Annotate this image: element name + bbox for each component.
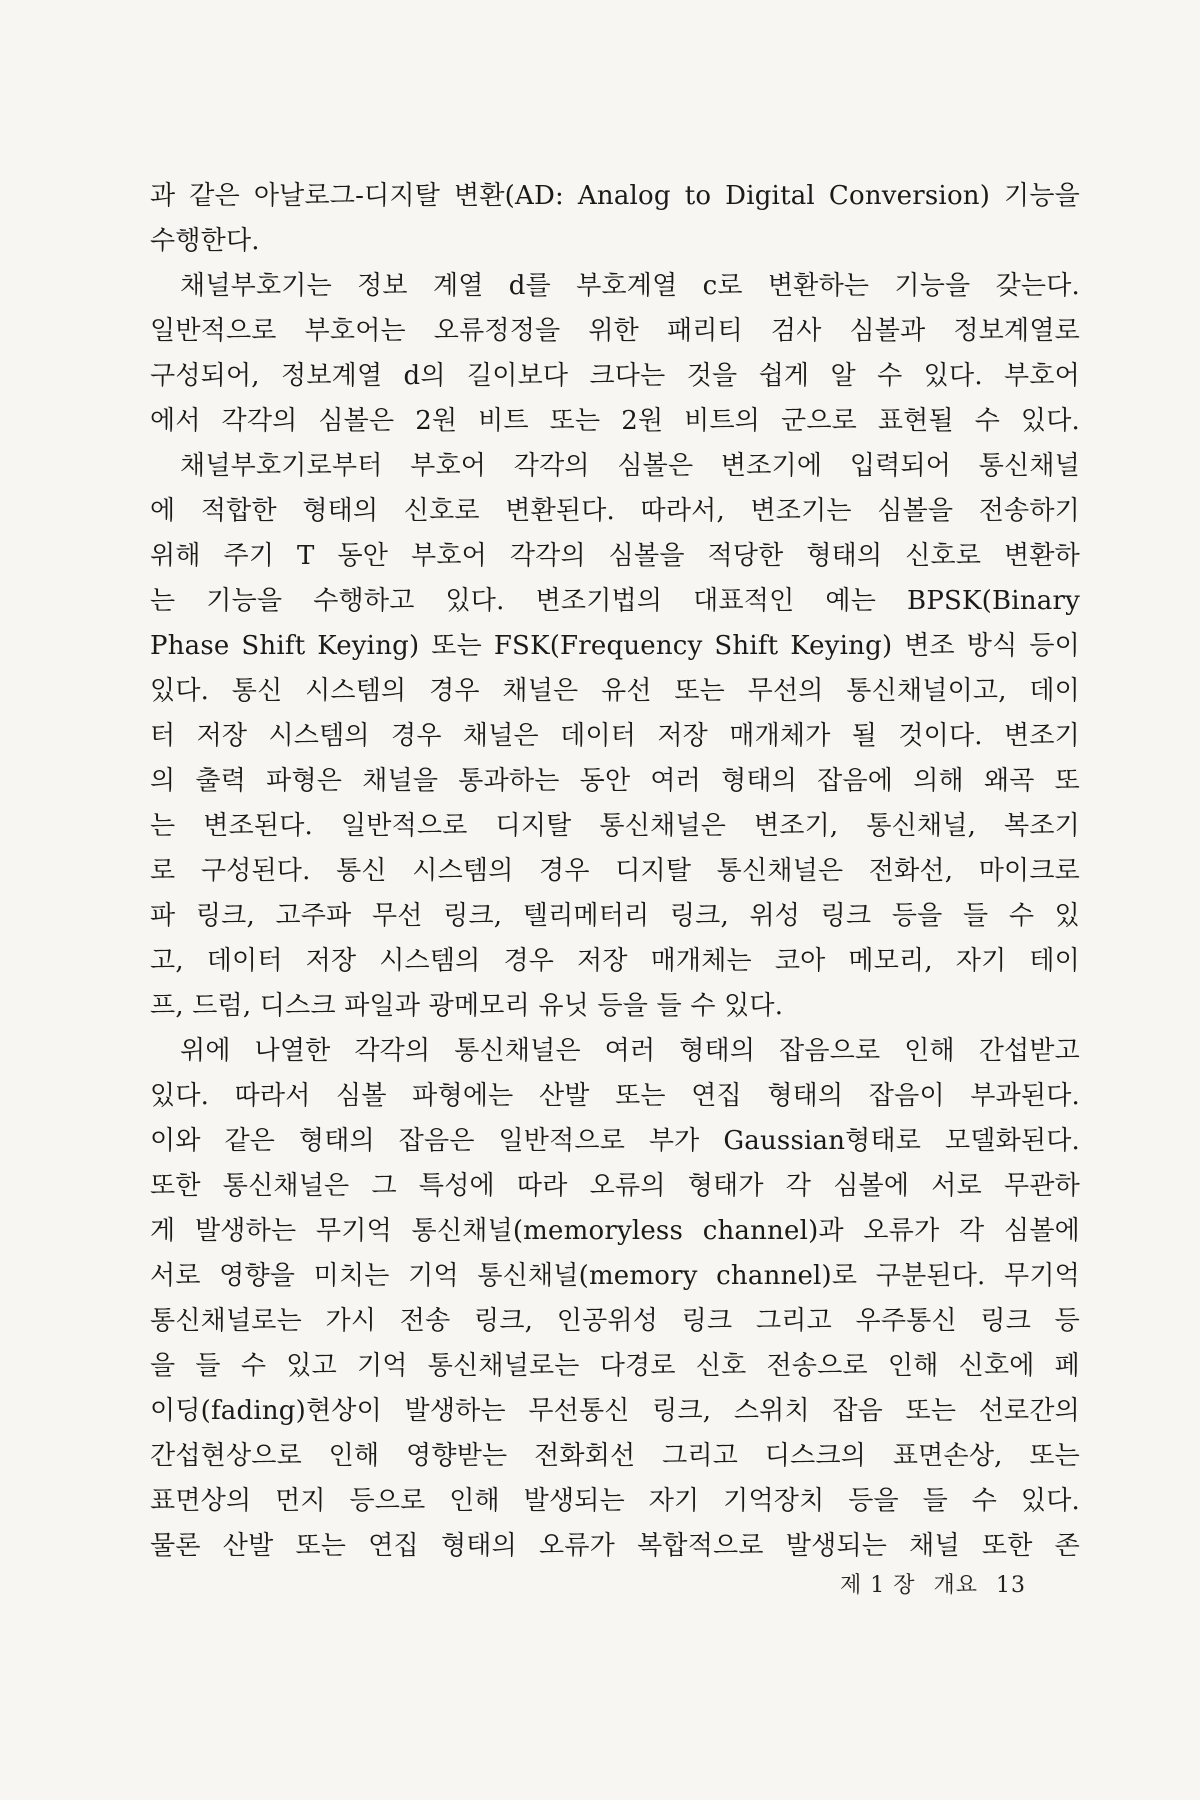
text-line: Phase Shift Keying) 또는 FSK(Frequency Shift Keying) 변조 방식 등이 <box>150 631 1080 661</box>
text-line: 통신채널로는 가시 전송 링크, 인공위성 링크 그리고 우주통신 링크 등 <box>150 1306 1080 1336</box>
text-line: 간섭현상으로 인해 영향받는 전화회선 그리고 디스크의 표면손상, 또는 <box>150 1441 1080 1471</box>
text-line: 게 발생하는 무기억 통신채널(memoryless channel)과 오류가 각 심볼에 <box>150 1216 1080 1246</box>
text-line: 일반적으로 부호어는 오류정정을 위한 패리티 검사 심볼과 정보계열로 <box>150 316 1080 346</box>
text-line: 수행한다. <box>150 226 260 256</box>
text-line: 있다. 따라서 심볼 파형에는 산발 또는 연집 형태의 잡음이 부과된다. <box>150 1081 1080 1111</box>
text-line: 위해 주기 T 동안 부호어 각각의 심볼을 적당한 형태의 신호로 변환하 <box>150 541 1080 571</box>
text-line: 이와 같은 형태의 잡음은 일반적으로 부가 Gaussian형태로 모델화된다. <box>150 1126 1080 1156</box>
text-line: 이딩(fading)현상이 발생하는 무선통신 링크, 스위치 잡음 또는 선로간의 <box>150 1396 1080 1426</box>
text-line: 을 들 수 있고 기억 통신채널로는 다경로 신호 전송으로 인해 신호에 페 <box>150 1351 1080 1381</box>
text-line: 있다. 통신 시스템의 경우 채널은 유선 또는 무선의 통신채널이고, 데이 <box>150 676 1080 706</box>
text-line: 에 적합한 형태의 신호로 변환된다. 따라서, 변조기는 심볼을 전송하기 <box>150 496 1080 526</box>
text-line: 물론 산발 또는 연집 형태의 오류가 복합적으로 발생되는 채널 또한 존 <box>150 1531 1080 1561</box>
text-line: 또한 통신채널은 그 특성에 따라 오류의 형태가 각 심볼에 서로 무관하 <box>150 1171 1080 1201</box>
text-line: 고, 데이터 저장 시스템의 경우 저장 매개체는 코아 메모리, 자기 테이 <box>150 946 1080 976</box>
text-line: 파 링크, 고주파 무선 링크, 텔리메터리 링크, 위성 링크 등을 들 수 있 <box>150 901 1080 931</box>
text-line: 프, 드럼, 디스크 파일과 광메모리 유닛 등을 들 수 있다. <box>150 991 784 1021</box>
text-line: 는 변조된다. 일반적으로 디지탈 통신채널은 변조기, 통신채널, 복조기 <box>150 811 1080 841</box>
text-line: 채널부호기는 정보 계열 d를 부호계열 c로 변환하는 기능을 갖는다. <box>180 271 1080 301</box>
text-line: 위에 나열한 각각의 통신채널은 여러 형태의 잡음으로 인해 간섭받고 <box>180 1036 1080 1066</box>
body-text <box>150 174 1080 1569</box>
text-line: 의 출력 파형은 채널을 통과하는 동안 여러 형태의 잡음에 의해 왜곡 또 <box>150 766 1080 796</box>
chapter-title: 개요 <box>933 1573 979 1598</box>
text-line: 서로 영향을 미치는 기억 통신채널(memory channel)로 구분된다. 무기억 <box>150 1261 1080 1291</box>
text-line: 채널부호기로부터 부호어 각각의 심볼은 변조기에 입력되어 통신채널 <box>180 451 1080 481</box>
text-line: 구성되어, 정보계열 d의 길이보다 크다는 것을 쉽게 알 수 있다. 부호어 <box>150 361 1080 391</box>
text-line: 는 기능을 수행하고 있다. 변조기법의 대표적인 예는 BPSK(Binary <box>150 586 1080 616</box>
text-line: 과 같은 아날로그-디지탈 변환(AD: Analog to Digital Conversion) 기능을 <box>150 181 1080 211</box>
page-footer <box>840 1568 1036 1599</box>
text-line: 로 구성된다. 통신 시스템의 경우 디지탈 통신채널은 전화선, 마이크로 <box>150 856 1080 886</box>
text-line: 에서 각각의 심볼은 2원 비트 또는 2원 비트의 군으로 표현될 수 있다. <box>150 406 1080 436</box>
chapter-label: 제 1 장 <box>840 1573 916 1598</box>
page-number: 13 <box>996 1573 1027 1598</box>
text-line: 표면상의 먼지 등으로 인해 발생되는 자기 기억장치 등을 들 수 있다. <box>150 1486 1080 1516</box>
text-line: 터 저장 시스템의 경우 채널은 데이터 저장 매개체가 될 것이다. 변조기 <box>150 721 1080 751</box>
